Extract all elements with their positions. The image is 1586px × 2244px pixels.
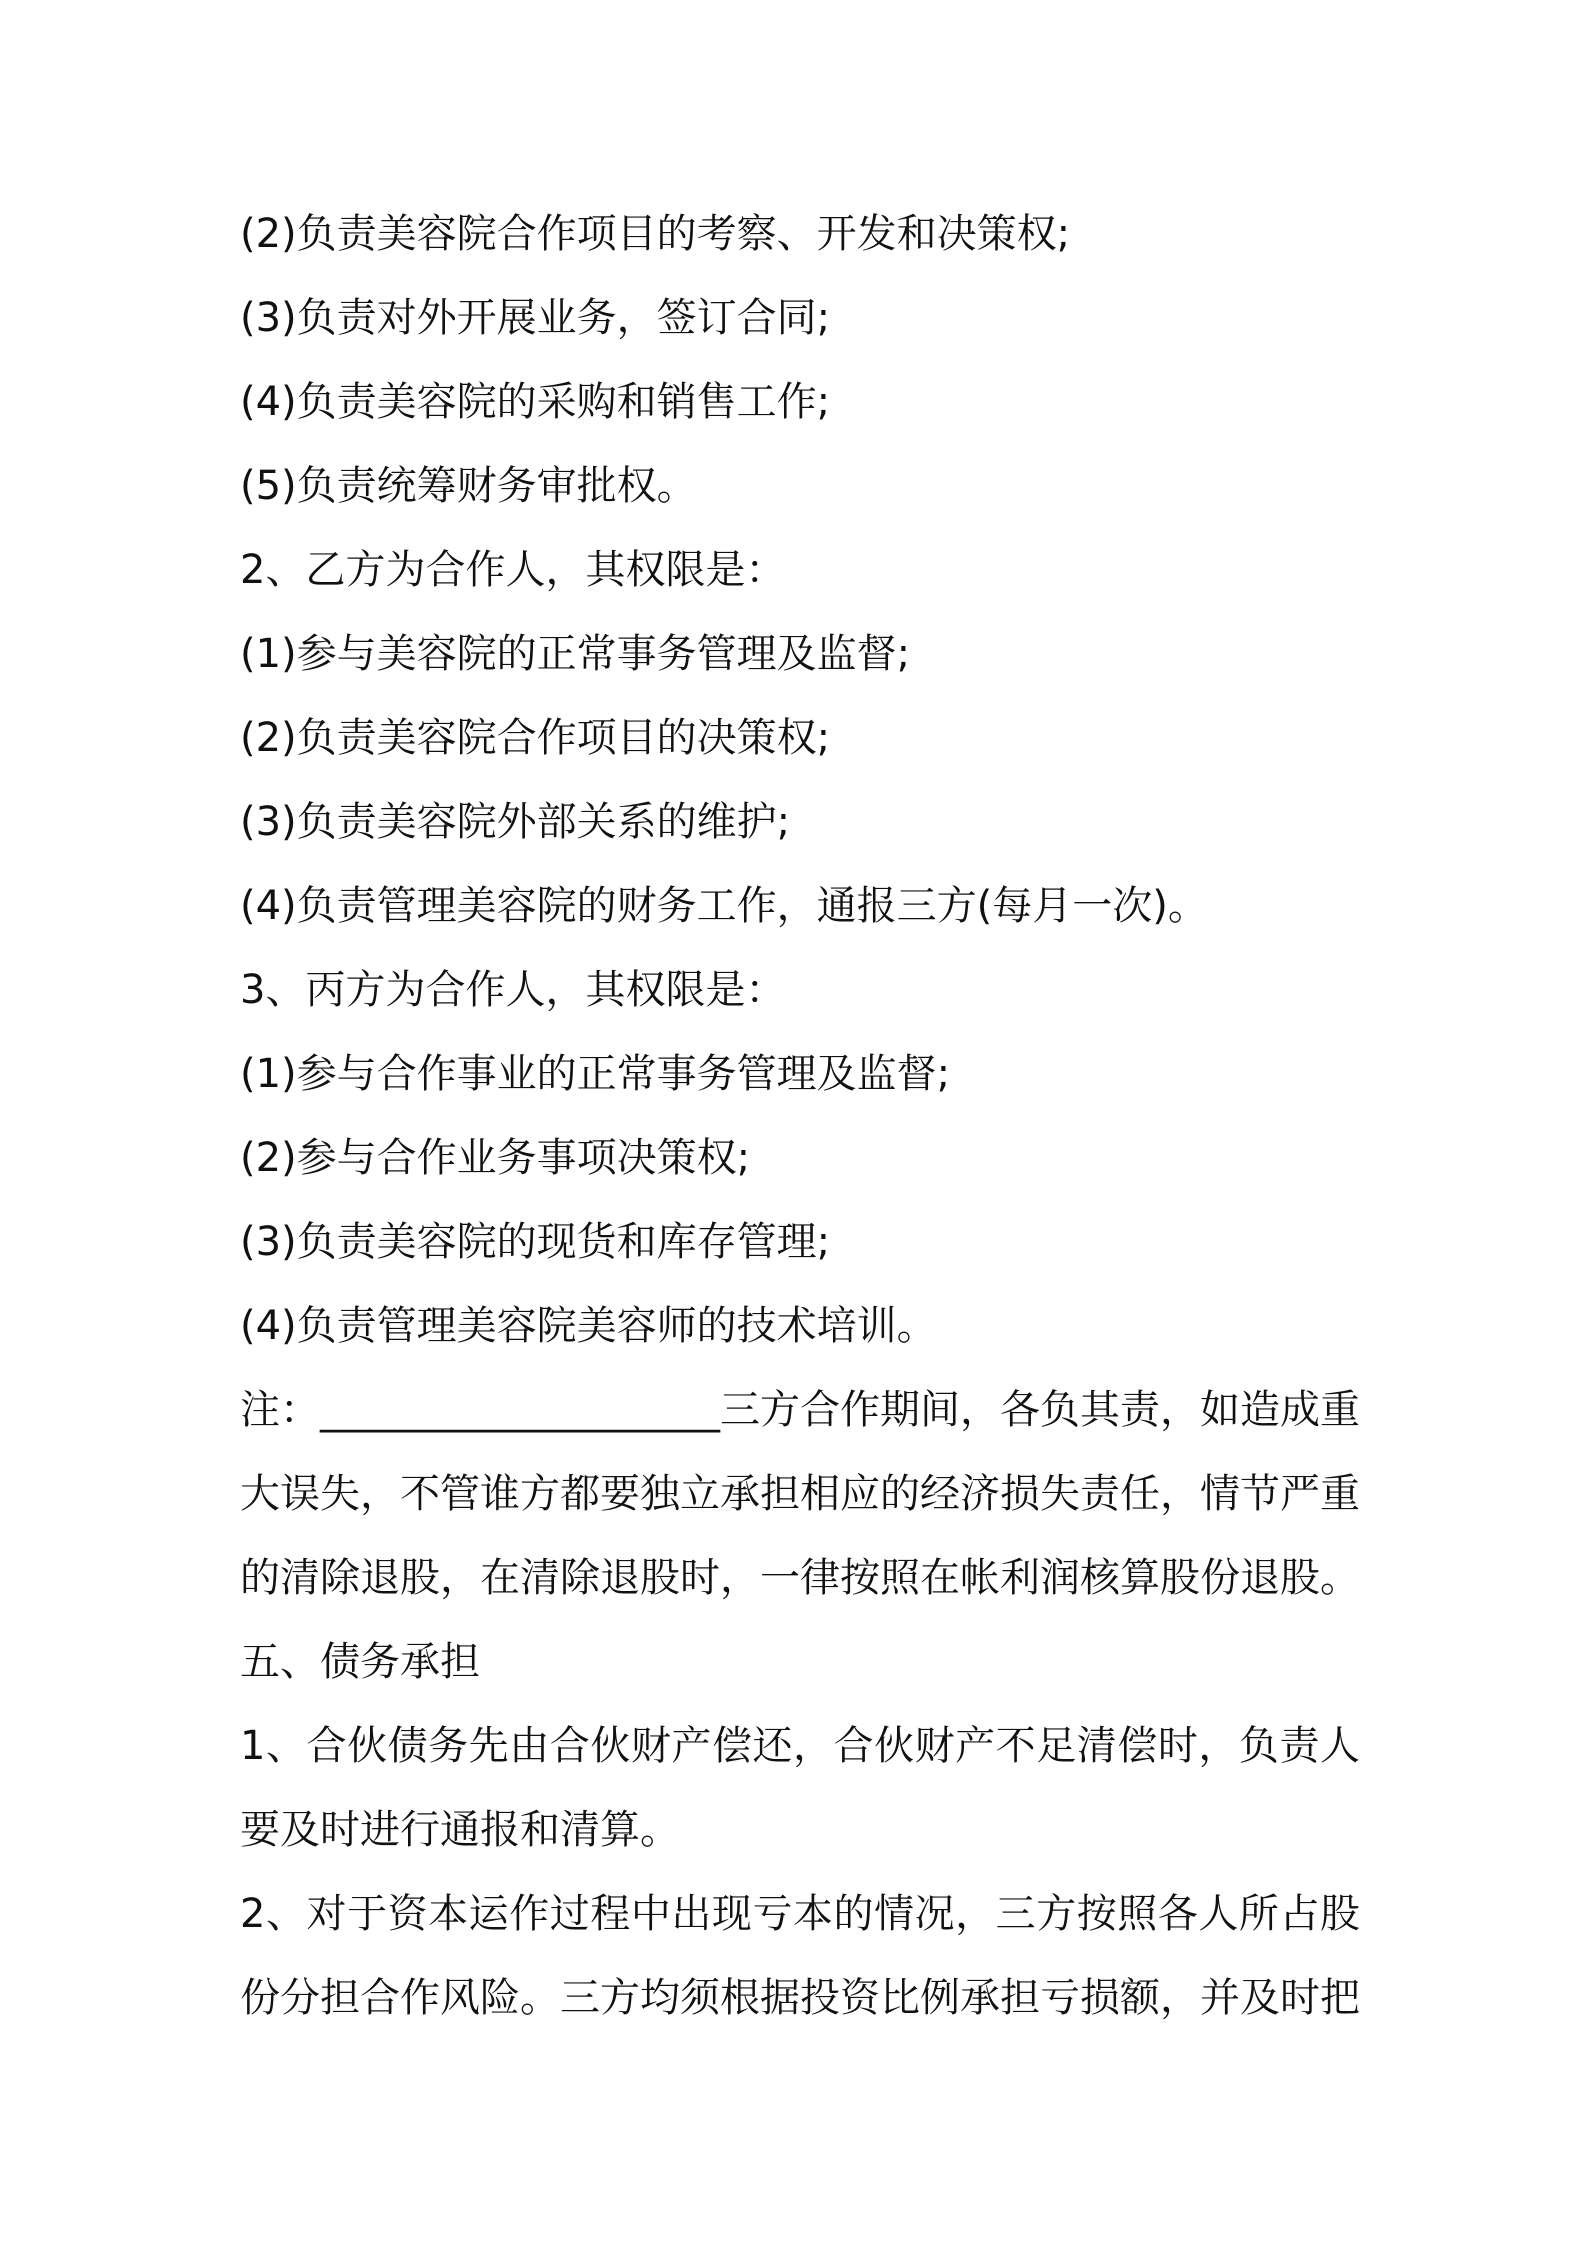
clause-a-5: (5)负责统筹财务审批权。 [240, 463, 697, 509]
debt-clause-1: 1、合伙债务先由合伙财产偿还，合伙财产不足清偿时，负责人要及时进行通报和清算。 [240, 1723, 1360, 1853]
clause-b-4: (4)负责管理美容院的财务工作，通报三方(每月一次)。 [240, 883, 1208, 929]
note-paragraph: 注：____________________三方合作期间，各负其责，如造成重大误失，不管谁方都要独立承担相应的经济损失责任，情节严重的清除退股，在清除退股时，一律按照在帐利润核算股份退股。 [240, 1387, 1360, 1601]
clause-c-1: (1)参与合作事业的正常事务管理及监督; [240, 1051, 951, 1097]
debt-clause-2: 2、对于资本运作过程中出现亏本的情况，三方按照各人所占股份分担合作风险。三方均须根据投资比例承担亏损额，并及时把 [240, 1891, 1360, 2021]
clause-c-2: (2)参与合作业务事项决策权; [240, 1135, 751, 1181]
section-party-c-heading: 3、丙方为合作人，其权限是： [240, 967, 786, 1013]
clause-b-1: (1)参与美容院的正常事务管理及监督; [240, 631, 911, 677]
clause-b-3: (3)负责美容院外部关系的维护; [240, 799, 791, 845]
document-body [240, 192, 1360, 2040]
section-debt-heading: 五、债务承担 [240, 1639, 480, 1685]
clause-a-2: (2)负责美容院合作项目的考察、开发和决策权; [240, 211, 1071, 257]
clause-b-2: (2)负责美容院合作项目的决策权; [240, 715, 831, 761]
clause-a-3: (3)负责对外开展业务，签订合同; [240, 295, 831, 341]
clause-c-3: (3)负责美容院的现货和库存管理; [240, 1219, 831, 1265]
clause-a-4: (4)负责美容院的采购和销售工作; [240, 379, 831, 425]
section-party-b-heading: 2、乙方为合作人，其权限是： [240, 547, 786, 593]
clause-c-4: (4)负责管理美容院美容师的技术培训。 [240, 1303, 937, 1349]
